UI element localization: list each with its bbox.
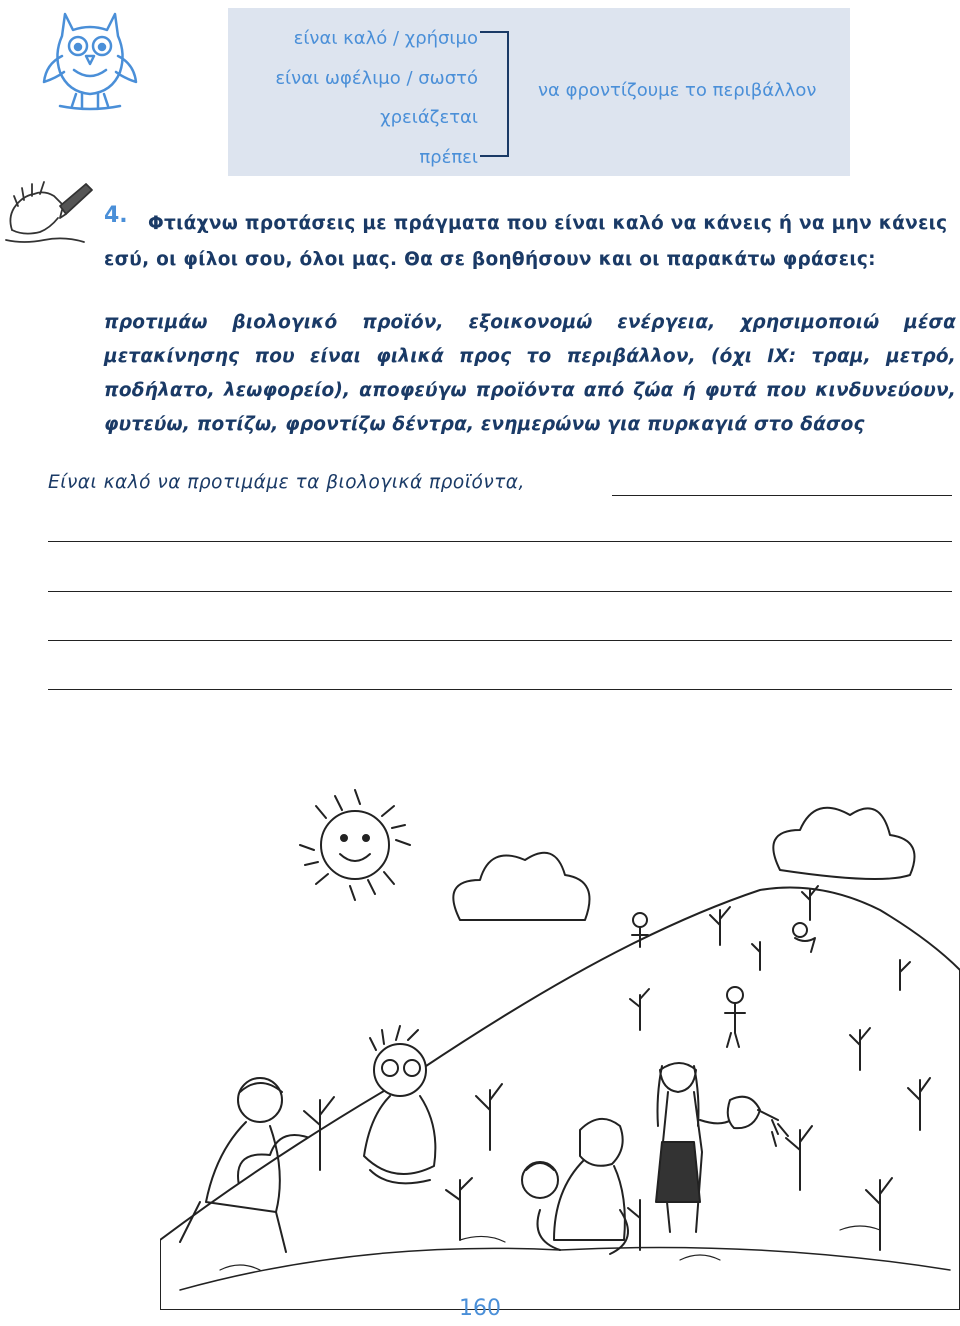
- outcome-phrase: να φροντίζουμε το περιβάλλον: [538, 80, 817, 101]
- cloud-icon: [453, 853, 589, 920]
- cloud-icon: [773, 808, 914, 879]
- page-number: 160: [459, 1296, 501, 1321]
- owl-mascot-icon: [40, 6, 140, 116]
- phrase-useful: είναι καλό / χρήσιμο: [293, 28, 478, 49]
- answer-line-1[interactable]: [612, 495, 952, 496]
- answer-line-2[interactable]: [48, 541, 952, 542]
- answer-line-5[interactable]: [48, 689, 952, 690]
- task-instruction: Φτιάχνω προτάσεις με πράγματα που είναι καλό να κάνεις ή να μην κάνεις εσύ, οι φίλοι σου, όλοι μας. Θα σε βοηθήσουν και οι παρακάτω φράσεις:: [104, 213, 948, 270]
- bracket-icon: [480, 28, 520, 160]
- hint-phrases: προτιμάω βιολογικό προϊόν, εξοικονομώ ενέργεια, χρησιμοποιώ μέσα μετακίνησης που είναι φιλικά προς το περιβάλλον, (όχι ΙΧ: τραμ, μετρό, ποδήλατο, λεωφορείο), αποφεύγω προϊόντα από ζώα ή φυτά που κινδυνεύουν, φυτεύω, ποτίζω, φροντίζω δέντρα, ενημερώνω για πυρκαγιά στο δάσος: [104, 312, 956, 435]
- smiling-sun-icon: [300, 790, 410, 900]
- phrase-beneficial: είναι ωφέλιμο / σωστό: [275, 68, 478, 89]
- tree-planting-illustration: [160, 770, 960, 1310]
- info-box: [228, 8, 850, 176]
- phrase-must: πρέπει: [419, 147, 478, 168]
- phrase-needed: χρειάζεται: [380, 107, 478, 128]
- example-sentence: Είναι καλό να προτιμάμε τα βιολογικά προϊόντα,: [48, 472, 525, 493]
- answer-line-3[interactable]: [48, 591, 952, 592]
- writing-hand-icon: [4, 178, 96, 248]
- answer-line-4[interactable]: [48, 640, 952, 641]
- task-number: 4.: [104, 203, 128, 228]
